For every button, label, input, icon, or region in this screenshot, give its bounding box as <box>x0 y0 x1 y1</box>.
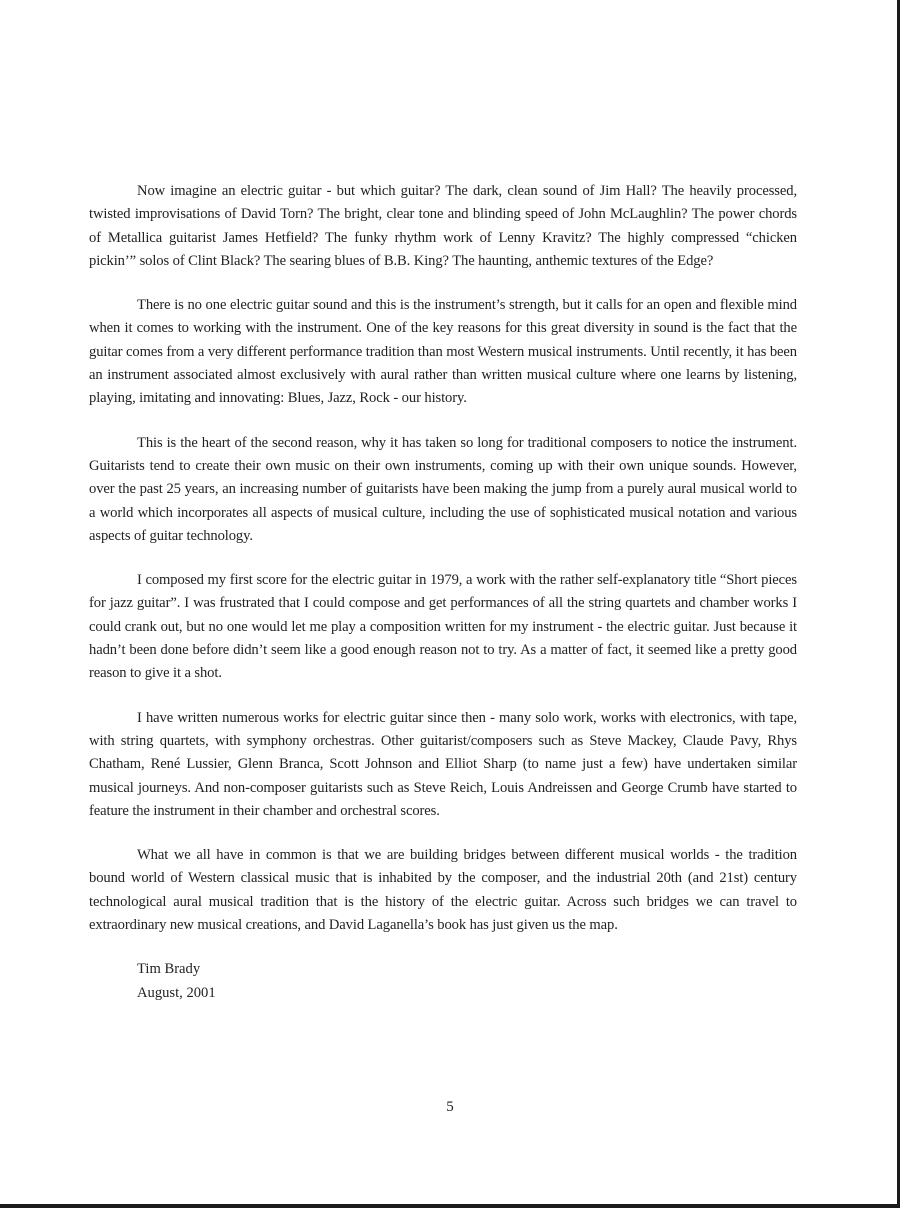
paragraph-1: Now imagine an electric guitar - but which guitar? The dark, clean sound of Jim Hall? The heavily processed, twisted improvisations of David Torn? The bright, clear tone and blinding speed of John McLaughlin? The power chords of Metallica guitarist James Hetfield? The funky rhythm work of Lenny Kravitz? The highly compressed “chicken pickin’” solos of Clint Black? The searing blues of B.B. King? The haunting, anthemic textures of the Edge? <box>89 183 797 269</box>
signature-date: August, 2001 <box>137 984 216 1001</box>
document-body <box>89 180 797 1005</box>
page-number: 5 <box>446 1099 454 1115</box>
paragraph-2: There is no one electric guitar sound and this is the instrument’s strength, but it calls for an open and flexible mind when it comes to working with the instrument. One of the key reasons for this great diversity in sound is the fact that the guitar comes from a very different performance tradition than most Western musical instruments. Until recently, it has been an instrument associated almost exclusively with aural rather than written musical culture where one learns by listening, playing, imitating and innovating: Blues, Jazz, Rock - our history. <box>89 297 797 407</box>
author-name: Tim Brady <box>137 961 201 978</box>
signature-block <box>89 958 797 1005</box>
page-edge-bottom <box>0 1204 900 1208</box>
paragraph-4: I composed my first score for the electric guitar in 1979, a work with the rather self-explanatory title “Short pieces for jazz guitar”. I was frustrated that I could compose and get performances of all the string quartets and chamber works I could crank out, but no one would let me play a composition written for my instrument - the electric guitar. Just because it hadn’t been done before didn’t seem like a good enough reason not to try. As a matter of fact, it seemed like a pretty good reason to give it a shot. <box>89 572 797 682</box>
paragraph-6: What we all have in common is that we are building bridges between different musical worlds - the tradition bound world of Western classical music that is inhabited by the composer, and the industrial 20th (and 21st) century technological aural musical tradition that is the history of the electric guitar. Across such bridges we can travel to extraordinary new musical creations, and David Laganella’s book has just given us the map. <box>89 847 797 934</box>
paragraph-5: I have written numerous works for electric guitar since then - many solo work, works with electronics, with tape, with string quartets, with symphony orchestras. Other guitarist/composers such as Steve Mackey, Claude Pavy, Rhys Chatham, René Lussier, Glenn Branca, Scott Johnson and Elliot Sharp (to name just a few) have undertaken similar musical journeys. And non-composer guitarists such as Steve Reich, Louis Andreissen and George Crumb have started to feature the instrument in their chamber and orchestral scores. <box>89 709 797 819</box>
paragraph-3: This is the heart of the second reason, why it has taken so long for traditional composers to notice the instrument. Guitarists tend to create their own music on their own instruments, coming up with their own unique sounds. However, over the past 25 years, an increasing number of guitarists have been making the jump from a purely aural musical world to a world which incorporates all aspects of musical culture, including the use of sophisticated musical notation and various aspects of guitar technology. <box>89 434 797 544</box>
